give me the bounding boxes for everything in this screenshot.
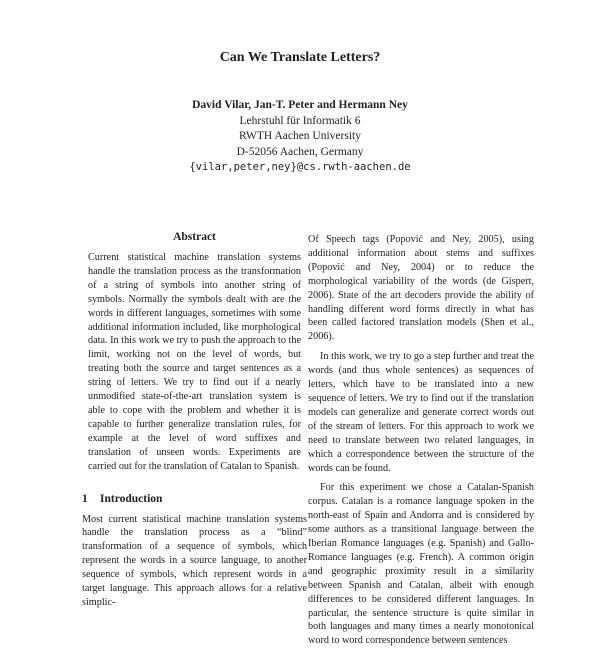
- abstract-text: Current statistical machine translation systems handle the translation process as the transformation of a string of symbols into another string of symbols. Normally the symbols dealt with are the words in different languages, sometimes with some additional information included, like morphological data. In this work we try to push the approach to the limit, working not on the level of words, but treating both the source and target sentences as a string of letters. We try to find out if a nearly unmodified state-of-the-art translation system is able to cope with the problem and whether it is capable to further generalize translation rules, for example at the level of word suffixes and translation of unseen words. Experiments are carried out for the translation of Catalan to Spanish.: [88, 252, 301, 472]
- right-column: [308, 233, 534, 648]
- affiliation: Lehrstuhl für Informatik 6: [239, 114, 361, 127]
- body-paragraph-2: In this work, we try to go a step further and treat the words (and thus whole sentences) as sequences of letters, which have to be translated into a new sequence of letters. We try to find out if the translation models can generalize and generate correct words out of the stream of letters. For this approach to work we need to translate between two related languages, in which a correspondence between the structure of the words can be found.: [308, 351, 534, 474]
- section-title: Introduction: [100, 492, 163, 505]
- body-paragraph-3: For this experiment we chose a Catalan-Spanish corpus. Catalan is a romance language spoken in the north-east of Spain and Andorra and is considered by some authors as a transitional language between the Iberian Romance languages (e.g. Spanish) and Gallo-Romance languages (e.g. French). A common origin and geographic proximity result in a similarity between Spanish and Catalan, albeit with enough differences to be considered different languages. In particular, the sentence structure is quite similar in both languages and many times a nearly monotonical word to word correspondence between sentences: [308, 482, 534, 647]
- author-names: David Vilar, Jan-T. Peter and Hermann Ney: [192, 99, 408, 111]
- left-column: [82, 230, 307, 610]
- author-block: [0, 98, 600, 176]
- abstract-heading: Abstract: [173, 231, 216, 243]
- section-heading-introduction: [82, 492, 307, 507]
- paper-title: Can We Translate Letters?: [219, 50, 381, 65]
- body-paragraph-1: Of Speech tags (Popović and Ney, 2005), using additional information about stems and suffixes (Popović and Ney, 2004) or to reduce the morphological variability of the words (de Gispert, 2006). State of the art decoders provide the ability of handling different word forms directly in what has been called factored translation models (Shen et al., 2006).: [308, 234, 534, 343]
- author-email: {vilar,peter,ney}@cs.rwth-aachen.de: [189, 161, 411, 173]
- address: D-52056 Aachen, Germany: [236, 145, 364, 158]
- introduction-paragraph: Most current statistical machine translation systems handle the translation process as a “blind” transformation of a sequence of symbols, which represent the words in a source language, to another sequence of symbols, which represent words in a target language. This approach allows for a relative simplic-: [82, 513, 307, 608]
- university: RWTH Aachen University: [238, 130, 361, 142]
- section-number: 1: [82, 492, 88, 505]
